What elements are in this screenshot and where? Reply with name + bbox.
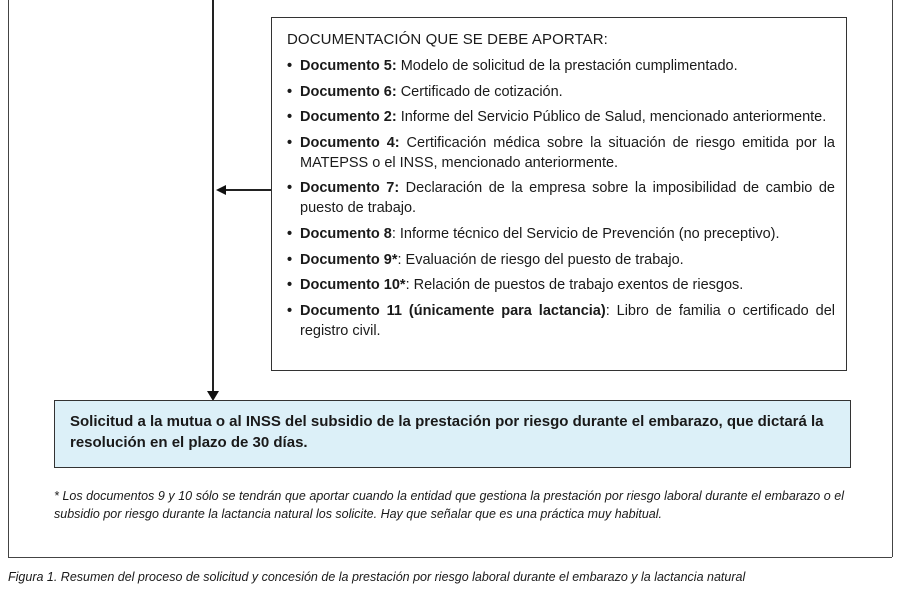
document-item xyxy=(287,82,835,102)
resolution-box xyxy=(54,400,851,468)
figure-caption: Figura 1. Resumen del proceso de solicitud y concesión de la prestación por riesgo laboral durante el embarazo y la lactancia natural xyxy=(8,570,746,584)
arrow-left-icon xyxy=(216,185,226,195)
document-item xyxy=(287,133,835,173)
document-description: : Evaluación de riesgo del puesto de trabajo. xyxy=(397,251,684,268)
resolution-text: Solicitud a la mutua o al INSS del subsidio de la prestación por riesgo durante el embarazo, que dictará la resolución en el plazo de 30 días. xyxy=(70,413,824,451)
document-label: Documento 6: xyxy=(300,83,397,100)
document-item xyxy=(287,107,835,127)
main-vertical-connector xyxy=(212,0,214,392)
frame-bottom-border xyxy=(8,557,892,558)
bullet-icon: • xyxy=(287,58,293,74)
document-description: : Relación de puestos de trabajo exentos de riesgos. xyxy=(405,277,744,294)
bullet-icon: • xyxy=(287,180,293,197)
bullet-icon: • xyxy=(287,109,293,126)
document-label: Documento 10* xyxy=(300,277,406,294)
document-item xyxy=(287,275,835,295)
document-label: Documento 9* xyxy=(300,251,398,268)
documentation-box xyxy=(271,17,847,371)
document-label: Documento 2: xyxy=(300,109,397,126)
bullet-icon: • xyxy=(287,302,293,319)
document-description: Declaración de la empresa sobre la imposibilidad de cambio de puesto de trabajo. xyxy=(300,180,835,217)
document-description: Certificación médica sobre la situación de riesgo emitida por la MATEPSS o el INSS, mencionado anteriormente. xyxy=(300,134,835,171)
documentation-title: DOCUMENTACIÓN QUE SE DEBE APORTAR: xyxy=(287,31,608,48)
documentation-list xyxy=(287,56,835,346)
document-item xyxy=(287,250,835,270)
bullet-icon: • xyxy=(287,251,293,268)
document-description: Certificado de cotización. xyxy=(396,83,563,100)
document-description: Informe del Servicio Público de Salud, mencionado anteriormente. xyxy=(396,109,827,126)
document-item xyxy=(287,301,835,341)
doc-box-connector xyxy=(226,189,271,191)
bullet-icon: • xyxy=(287,225,293,242)
document-item xyxy=(287,56,835,76)
document-item xyxy=(287,178,835,218)
document-description: : Libro de familia o certificado del registro civil. xyxy=(300,302,835,339)
document-label: Documento 7: xyxy=(300,180,400,197)
document-label: Documento 8 xyxy=(300,225,392,242)
document-item xyxy=(287,224,835,244)
document-label: Documento 5: xyxy=(300,58,397,74)
document-label: Documento 4: xyxy=(300,134,400,151)
bullet-icon: • xyxy=(287,83,293,100)
footnote: * Los documentos 9 y 10 sólo se tendrán que aportar cuando la entidad que gestiona la prestación por riesgo laboral durante el embarazo o el subsidio por riesgo durante la lactancia natural los solicite. Hay que señalar que es una práctica muy habitual. xyxy=(54,489,844,521)
frame-right-border xyxy=(892,0,893,557)
document-description: Modelo de solicitud de la prestación cumplimentado. xyxy=(396,58,738,74)
document-label: Documento 11 (únicamente para lactancia) xyxy=(300,302,606,319)
frame-left-border xyxy=(8,0,9,557)
document-description: : Informe técnico del Servicio de Prevención (no preceptivo). xyxy=(391,225,780,242)
bullet-icon: • xyxy=(287,134,293,151)
bullet-icon: • xyxy=(287,277,293,294)
